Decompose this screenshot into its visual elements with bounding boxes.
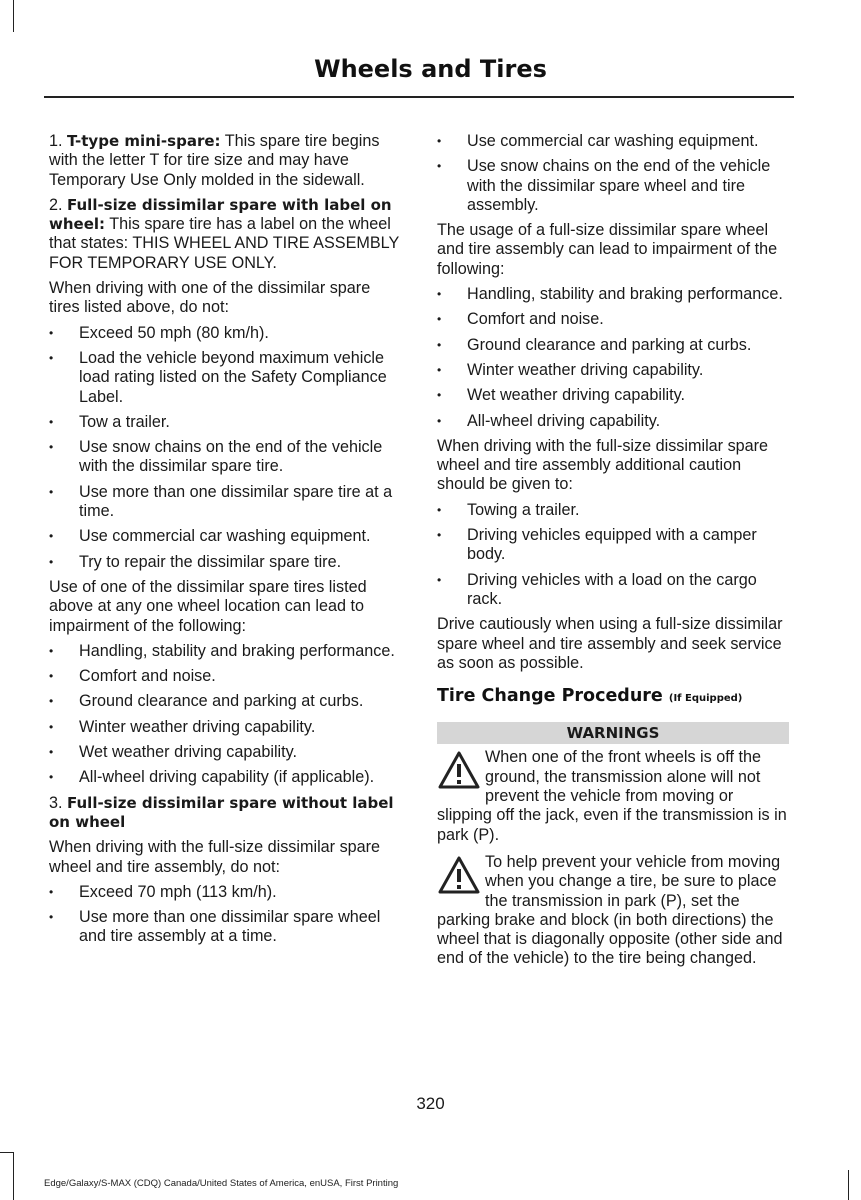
caution-intro: When driving with the full-size dissimilar spare wheel and tire assembly additional caution should be given to:: [437, 436, 769, 494]
crop-mark-bottom-right: [848, 1170, 849, 1200]
t-type-paragraph: 1. T-type mini-spare: This spare tire begins with the letter T for tire size and may have Temporary Use Only molded in the sidewall.: [49, 132, 380, 189]
list-item: • Ground clearance and parking at curbs.: [49, 692, 364, 711]
no-label-heading: 3. Full-size dissimilar spare without label on wheel: [49, 793, 394, 831]
caution-list: [437, 501, 789, 609]
list-item: • Driving vehicles equipped with a camper body.: [437, 526, 757, 564]
page-title: Wheels and Tires: [314, 55, 547, 83]
list-item: • Winter weather driving capability.: [437, 360, 704, 379]
list-item: • Use snow chains on the end of the vehicle with the dissimilar spare wheel and tire assembly.: [437, 157, 771, 214]
list-item: • Use more than one dissimilar spare wheel and tire assembly at a time.: [49, 908, 381, 946]
full-size-do-not-intro: When driving with the full-size dissimilar spare wheel and tire assembly, do not:: [49, 838, 381, 876]
no-label-term: Full-size dissimilar spare without label on wheel: [49, 793, 394, 831]
usage-impairment-list: [437, 285, 789, 431]
list-item: • Exceed 70 mph (113 km/h).: [49, 882, 277, 901]
do-not-intro: When driving with one of the dissimilar spare tires listed above, do not:: [49, 279, 371, 317]
list-item: • Ground clearance and parking at curbs.: [437, 335, 752, 354]
title-divider: [44, 96, 794, 98]
warning-triangle-icon: [437, 855, 481, 895]
list-item: • Handling, stability and braking performance.: [437, 285, 783, 304]
footer-text: Edge/Galaxy/S-MAX (CDQ) Canada/United States of America, enUSA, First Printing: [44, 1178, 399, 1189]
list-item: • Tow a trailer.: [49, 412, 170, 431]
full-size-do-not-list: [49, 883, 401, 947]
list-item: • Exceed 50 mph (80 km/h).: [49, 323, 269, 342]
list-item: • All-wheel driving capability.: [437, 411, 661, 430]
list-item: • Use commercial car washing equipment.: [437, 132, 759, 150]
crop-mark-top-left: [13, 0, 14, 32]
list-item: • Comfort and noise.: [437, 310, 604, 329]
list-item: • Use more than one dissimilar spare tire at a time.: [49, 482, 393, 521]
page-number: 320: [416, 1094, 445, 1113]
list-item: • Try to repair the dissimilar spare tire.: [49, 552, 342, 571]
do-not-list: [49, 324, 401, 572]
list-item: • Use snow chains on the end of the vehicle with the dissimilar spare tire.: [49, 438, 383, 476]
continued-list: [437, 132, 789, 215]
warnings-header: WARNINGS: [437, 722, 789, 744]
impairment-list: [49, 642, 401, 788]
list-item: • Load the vehicle beyond maximum vehicle load rating listed on the Safety Compliance Label.: [49, 348, 387, 406]
warning-triangle-icon: [437, 750, 481, 790]
tire-change-heading: Tire Change Procedure (If Equipped): [437, 686, 743, 707]
crop-mark-bottom-left-v: [13, 1152, 14, 1200]
usage-intro: The usage of a full-size dissimilar spare wheel and tire assembly can lead to impairment of the following:: [437, 221, 778, 278]
impairment-intro: Use of one of the dissimilar spare tires listed above at any one wheel location can lead to impairment of the following:: [49, 577, 367, 635]
if-equipped-note: (If Equipped): [668, 693, 743, 705]
list-item: • Handling, stability and braking performance.: [49, 641, 395, 660]
list-item: • Driving vehicles with a load on the cargo rack.: [437, 570, 757, 608]
warning-item: When one of the front wheels is off the ground, the transmission alone will not prevent the vehicle from moving or slipping off the jack, even if the transmission is in park (P).: [437, 748, 787, 844]
full-size-label-term: Full-size dissimilar spare with label on wheel:: [49, 195, 392, 234]
left-column: [49, 132, 401, 953]
right-column: [437, 132, 789, 977]
list-item: • Towing a trailer.: [437, 500, 580, 519]
list-item: • Wet weather driving capability.: [49, 743, 298, 762]
t-type-term: T-type mini-spare:: [67, 132, 221, 150]
list-item: • Use commercial car washing equipment.: [49, 527, 371, 546]
list-item: • Wet weather driving capability.: [437, 386, 686, 405]
list-item: • Winter weather driving capability.: [49, 717, 316, 736]
drive-cautiously-paragraph: Drive cautiously when using a full-size dissimilar spare wheel and tire assembly and seek service as soon as possible.: [437, 615, 783, 672]
list-item: • All-wheel driving capability (if applicable).: [49, 768, 375, 787]
full-size-label-paragraph: 2. Full-size dissimilar spare with label on wheel: This spare tire has a label on the wheel that states: THIS WHEEL AND TIRE ASSEMBLY FOR TEMPORARY USE ONLY.: [49, 195, 399, 272]
warning-item: To help prevent your vehicle from moving when you change a tire, be sure to place the transmission in park (P), set the parking brake and block (in both directions) the wheel that is diagonally opposite (other side and end of the vehicle) to the tire being changed.: [437, 852, 783, 968]
crop-mark-bottom-left: [0, 1152, 13, 1153]
list-item: • Comfort and noise.: [49, 667, 216, 686]
